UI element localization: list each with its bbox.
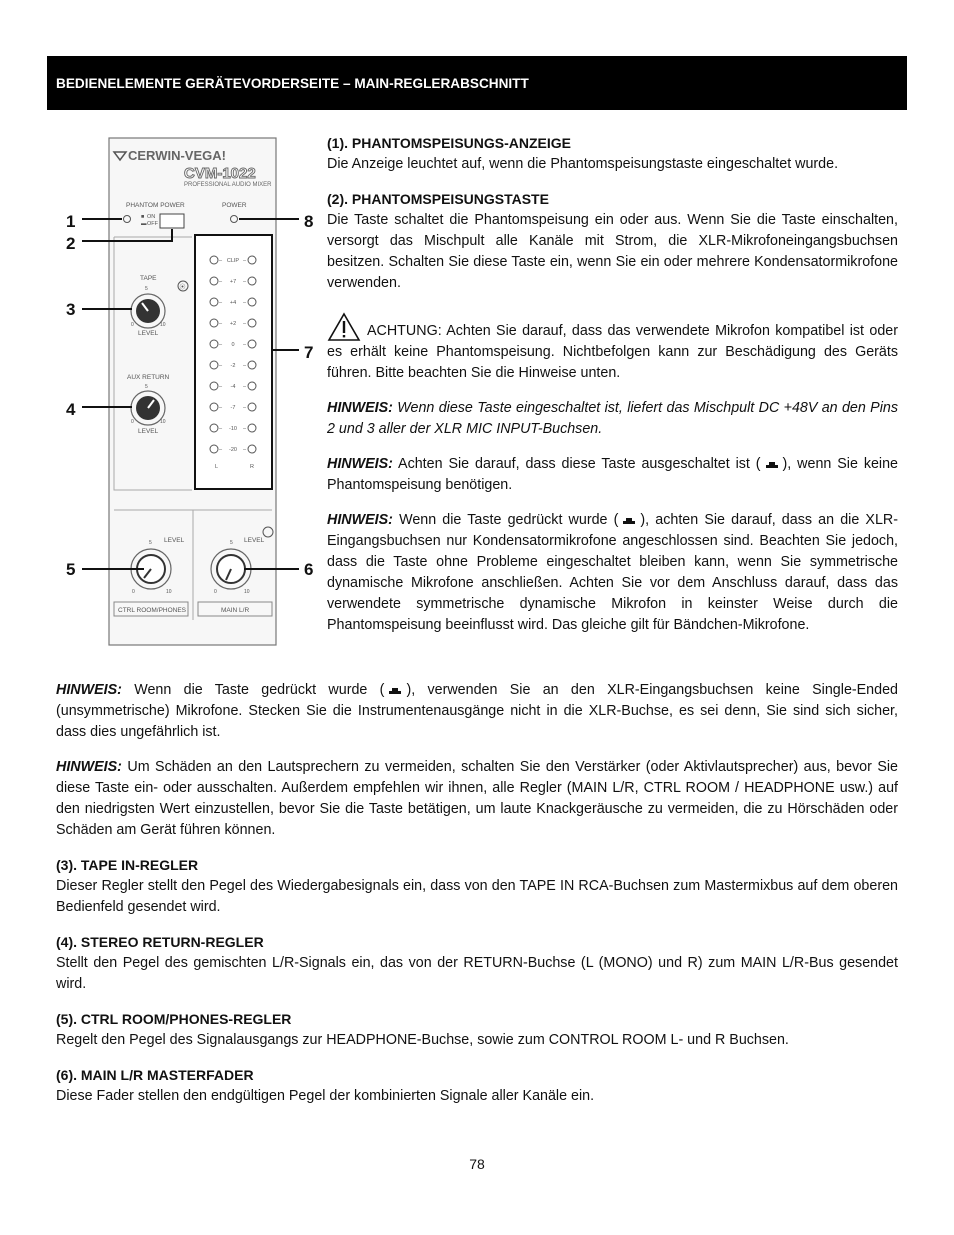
svg-text:2: 2 [66, 234, 76, 253]
section-6-text: Diese Fader stellen den endgültigen Pegel der kombinierten Signale aller Kanäle ein. [56, 1088, 595, 1104]
svg-text:MAIN L/R: MAIN L/R [221, 607, 250, 614]
svg-text:LEVEL: LEVEL [138, 428, 159, 435]
svg-text:–: – [243, 321, 247, 327]
svg-text:–: – [219, 405, 223, 411]
cerwin-vega-logo [114, 148, 226, 163]
section-2-title: (2). PHANTOMSPEISUNGSTASTE [327, 191, 549, 207]
svg-text:L: L [215, 464, 219, 470]
svg-text:–: – [219, 447, 223, 453]
note-label: HINWEIS: [56, 682, 122, 698]
section-3-title: (3). TAPE IN-REGLER [56, 857, 199, 873]
svg-text:–: – [243, 279, 247, 285]
svg-text:CTRL ROOM/PHONES: CTRL ROOM/PHONES [118, 607, 187, 614]
svg-text:0: 0 [131, 322, 134, 328]
svg-text:1: 1 [66, 212, 76, 231]
note-5-text: Um Schäden an den Lautsprechern zu vermeiden, schalten Sie den Verstärker (oder Aktivlautsprecher) aus, bevor Sie diese Taste ein- oder ausschalten. Außerdem empfehlen wir ihnen, alle Regler (MAIN L/R, CTRL ROOM / HEADPHONE usw.) auf den niedrigsten Wert einzustellen, bevor Sie die Taste betätigen, um laute Knackgeräusche zu vermeiden, die zu Hörschäden oder Schäden am Gerät führen können. [56, 759, 898, 838]
phantom-switch [160, 214, 184, 228]
svg-text:TAPE: TAPE [140, 275, 157, 282]
svg-text:5: 5 [230, 540, 233, 546]
svg-text:–: – [219, 426, 223, 432]
section-3-text: Dieser Regler stellt den Pegel des Wiedergabesignals ein, dass von den TAPE IN RCA-Buchsen zum Mastermixbus auf dem oberen Bedienfeld gesendet wird. [56, 878, 898, 915]
svg-text:4: 4 [66, 400, 76, 419]
warning-icon [327, 312, 361, 342]
svg-text:10: 10 [166, 589, 172, 595]
note-4-text-b: ), verwenden Sie an den XLR-Eingangsbuchsen keine Single-Ended (unsymmetrische) Mikrofone. Stecken Sie die Instrumentenausgänge nicht in die XLR-Buchse, es sei denn, Sie sind sich sicher, dass dies ungefährlich ist. [56, 682, 898, 740]
svg-text:R: R [250, 464, 254, 470]
svg-text:CVM-1022: CVM-1022 [184, 165, 256, 182]
section-6-title: (6). MAIN L/R MASTERFADER [56, 1067, 254, 1083]
meter-label: -2 [230, 363, 236, 369]
svg-text:5: 5 [66, 560, 76, 579]
note-2-text-a: Achten Sie darauf, dass diese Taste ausgeschaltet ist ( [398, 456, 761, 472]
section-5-text: Regelt den Pegel des Signalausgangs zur HEADPHONE-Buchse, sowie zum CONTROL ROOM L- und R Buchsen. [56, 1032, 789, 1048]
meter-label: -7 [230, 405, 236, 411]
meter-label: -4 [230, 384, 236, 390]
svg-text:–: – [219, 342, 223, 348]
svg-text:AUX RETURN: AUX RETURN [127, 374, 170, 381]
svg-text:OFF: OFF [147, 221, 158, 227]
note-label: HINWEIS: [327, 456, 393, 472]
note-5 [56, 757, 898, 841]
note-4 [56, 680, 898, 743]
section-2-text: Die Taste schaltet die Phantomspeisung ein oder aus. Wenn Sie die Taste einschalten, versorgt das Mischpult alle Kanäle mit Strom, die XLR-Mikrofoneingangsbuchsen besitzen. Schalten Sie diese Taste ein, wenn Sie ein oder mehrere Kondensatormikrofone verwenden. [327, 212, 898, 291]
svg-text:CERWIN-VEGA!: CERWIN-VEGA! [128, 148, 226, 163]
svg-text:▬: ▬ [141, 221, 147, 227]
svg-text:LEVEL: LEVEL [244, 537, 265, 544]
svg-text:–: – [243, 426, 247, 432]
note-3 [327, 510, 898, 636]
svg-text:LEVEL: LEVEL [164, 537, 185, 544]
svg-text:–: – [243, 300, 247, 306]
svg-text:10: 10 [160, 419, 166, 425]
right-column-text [327, 133, 898, 636]
svg-text:ON: ON [147, 214, 156, 220]
lower-text [56, 680, 898, 1107]
note-1-text: Wenn diese Taste eingeschaltet ist, liefert das Mischpult DC +48V an den Pins 2 und 3 aller der XLR MIC INPUT-Buchsen. [327, 400, 898, 437]
section-4-title: (4). STEREO RETURN-REGLER [56, 934, 264, 950]
svg-text:7: 7 [304, 343, 314, 362]
svg-text:–: – [219, 258, 223, 264]
meter-label: CLIP [226, 258, 240, 264]
warning-paragraph [327, 312, 898, 384]
note-label: HINWEIS: [327, 400, 393, 416]
note-2 [327, 454, 898, 496]
front-panel-diagram [54, 130, 322, 655]
svg-text:–: – [243, 405, 247, 411]
svg-text:–: – [243, 342, 247, 348]
meter-label: +2 [229, 321, 237, 327]
svg-text:6: 6 [304, 560, 314, 579]
svg-text:10: 10 [244, 589, 250, 595]
button-pressed-icon [388, 687, 402, 694]
svg-text:–: – [219, 279, 223, 285]
meter-label: 0 [231, 342, 235, 348]
svg-text:PROFESSIONAL AUDIO MIXER: PROFESSIONAL AUDIO MIXER [184, 182, 272, 188]
meter-label: -10 [229, 426, 237, 432]
note-3-text-b: ), achten Sie darauf, dass an die XLR-Eingangsbuchsen nur Kondensatormikrofone angeschlossen sind. Beachten Sie jedoch, dass die Taste ohne Probleme eingeschaltet bleiben kann, wenn Sie symmetrische dynamische Mikrofone anschließen. Achten Sie vor dem Anschluss darauf, dass das verwendete symmetrische dynamische Mikrofon in keinster Weise durch die Phantomspeisung beeinflusst wird. Das gleiche gilt für Bändchen-Mikrofone. [327, 512, 898, 633]
svg-text:–: – [243, 258, 247, 264]
svg-text:–: – [219, 321, 223, 327]
svg-text:–: – [219, 363, 223, 369]
svg-text:–: – [219, 384, 223, 390]
svg-text:–: – [243, 447, 247, 453]
front-panel-illustration [54, 130, 322, 655]
button-off-icon [765, 461, 779, 468]
svg-text:–: – [243, 384, 247, 390]
svg-text:PHANTOM POWER: PHANTOM POWER [126, 202, 185, 209]
svg-text:5: 5 [149, 540, 152, 546]
section-1-title: (1). PHANTOMSPEISUNGS-ANZEIGE [327, 135, 571, 151]
section-4-text: Stellt den Pegel des gemischten L/R-Signals ein, das von der RETURN-Buchse (L (MONO) und R) zum MAIN L/R-Bus gesendet wird. [56, 955, 898, 992]
meter-label: -20 [229, 447, 237, 453]
svg-text:–: – [243, 363, 247, 369]
svg-text:–: – [219, 300, 223, 306]
svg-text:0: 0 [131, 419, 134, 425]
section-header-title: BEDIENELEMENTE GERÄTEVORDERSEITE – MAIN-REGLERABSCHNITT [56, 75, 529, 91]
svg-text:8: 8 [304, 212, 314, 231]
meter-label: +7 [229, 279, 237, 285]
note-2-text-b: ), wenn Sie keine Phantomspeisung benötigen. [327, 456, 898, 493]
button-pressed-icon [622, 517, 636, 524]
section-5-title: (5). CTRL ROOM/PHONES-REGLER [56, 1011, 292, 1027]
svg-text:10: 10 [160, 322, 166, 328]
svg-text:LEVEL: LEVEL [138, 330, 159, 337]
svg-text:0: 0 [132, 589, 135, 595]
note-label: HINWEIS: [56, 759, 122, 775]
svg-text:5: 5 [145, 384, 148, 390]
note-label: HINWEIS: [327, 512, 393, 528]
section-header [47, 56, 907, 110]
note-3-text-a: Wenn die Taste gedrückt wurde ( [399, 512, 619, 528]
page-number: 78 [469, 1156, 485, 1172]
svg-text:3: 3 [66, 300, 76, 319]
svg-text:■: ■ [141, 214, 145, 220]
meter-label: +4 [229, 300, 237, 306]
section-1-text: Die Anzeige leuchtet auf, wenn die Phantomspeisungstaste eingeschaltet wurde. [327, 156, 839, 172]
note-4-text-a: Wenn die Taste gedrückt wurde ( [134, 682, 385, 698]
svg-text:POWER: POWER [222, 202, 247, 209]
svg-text:0: 0 [214, 589, 217, 595]
note-1 [327, 398, 898, 440]
warning-text: ACHTUNG: Achten Sie darauf, dass das verwendete Mikrofon kompatibel ist oder es erhält keine Phantomspeisung. Nichtbefolgen kann zur Beschädigung des Geräts führen. Bitte beachten Sie die Hinweise unten. [327, 323, 898, 381]
svg-text:5: 5 [145, 286, 148, 292]
svg-text:⦿: ⦿ [179, 285, 186, 291]
